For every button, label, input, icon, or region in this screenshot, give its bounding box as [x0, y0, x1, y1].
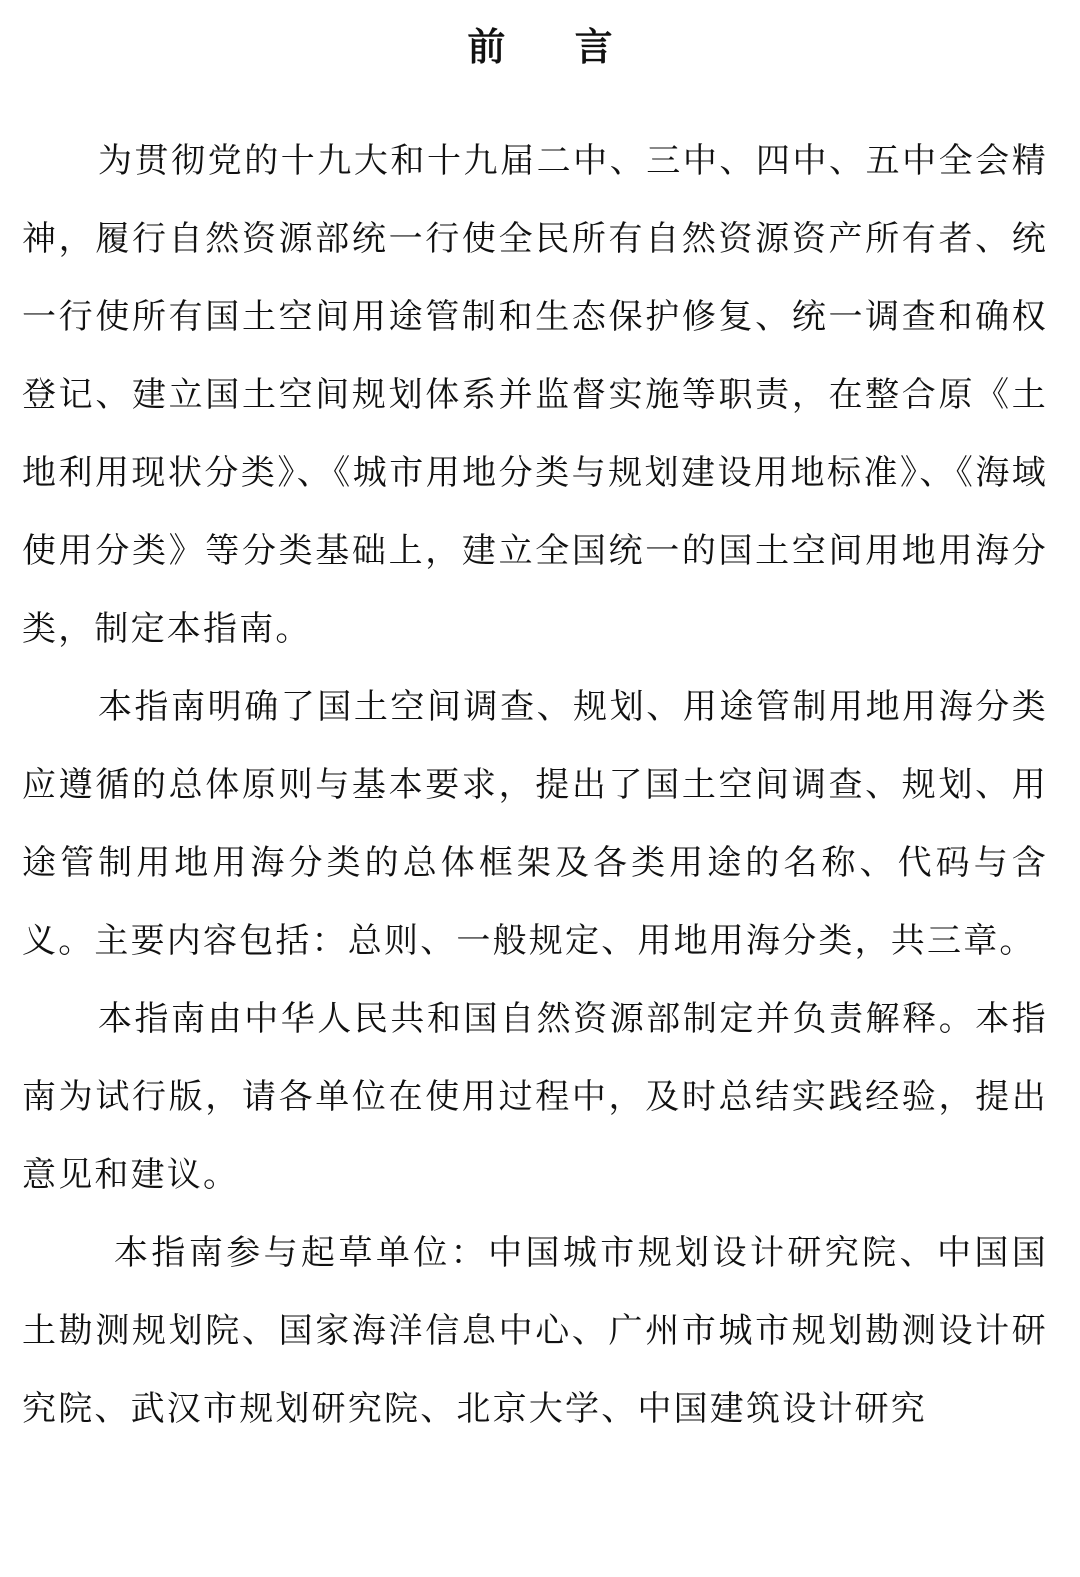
- paragraph-interpretation: 本指南由中华人民共和国自然资源部制定并负责解释。本指南为试行版，请各单位在使用过程中，及时总结实践经验，提出意见和建议。: [22, 999, 1048, 1195]
- paragraph-purpose: 为贯彻党的十九大和十九届二中、三中、四中、五中全会精神，履行自然资源部统一行使全民所有自然资源资产所有者、统一行使所有国土空间用途管制和生态保护修复、统一调查和确权登记、建立国土空间规划体系并监督实施等职责，在整合原《土地利用现状分类》、《城市用地分类与规划建设用地标准》、《海域使用分类》等分类基础上，建立全国统一的国土空间用地用海分类，制定本指南。: [22, 141, 1048, 649]
- page-title: 前 言: [467, 24, 641, 69]
- paragraph-scope: 本指南明确了国土空间调查、规划、用途管制用地用海分类应遵循的总体原则与基本要求，提出了国土空间调查、规划、用途管制用地用海分类的总体框架及各类用途的名称、代码与含义。主要内容包括：总则、一般规定、用地用海分类，共三章。: [22, 687, 1048, 961]
- paragraph-drafting-units: 本指南参与起草单位：中国城市规划设计研究院、中国国土勘测规划院、国家海洋信息中心、广州市城市规划勘测设计研究院、武汉市规划研究院、北京大学、中国建筑设计研究: [22, 1233, 1048, 1429]
- document-body: [22, 122, 1048, 1448]
